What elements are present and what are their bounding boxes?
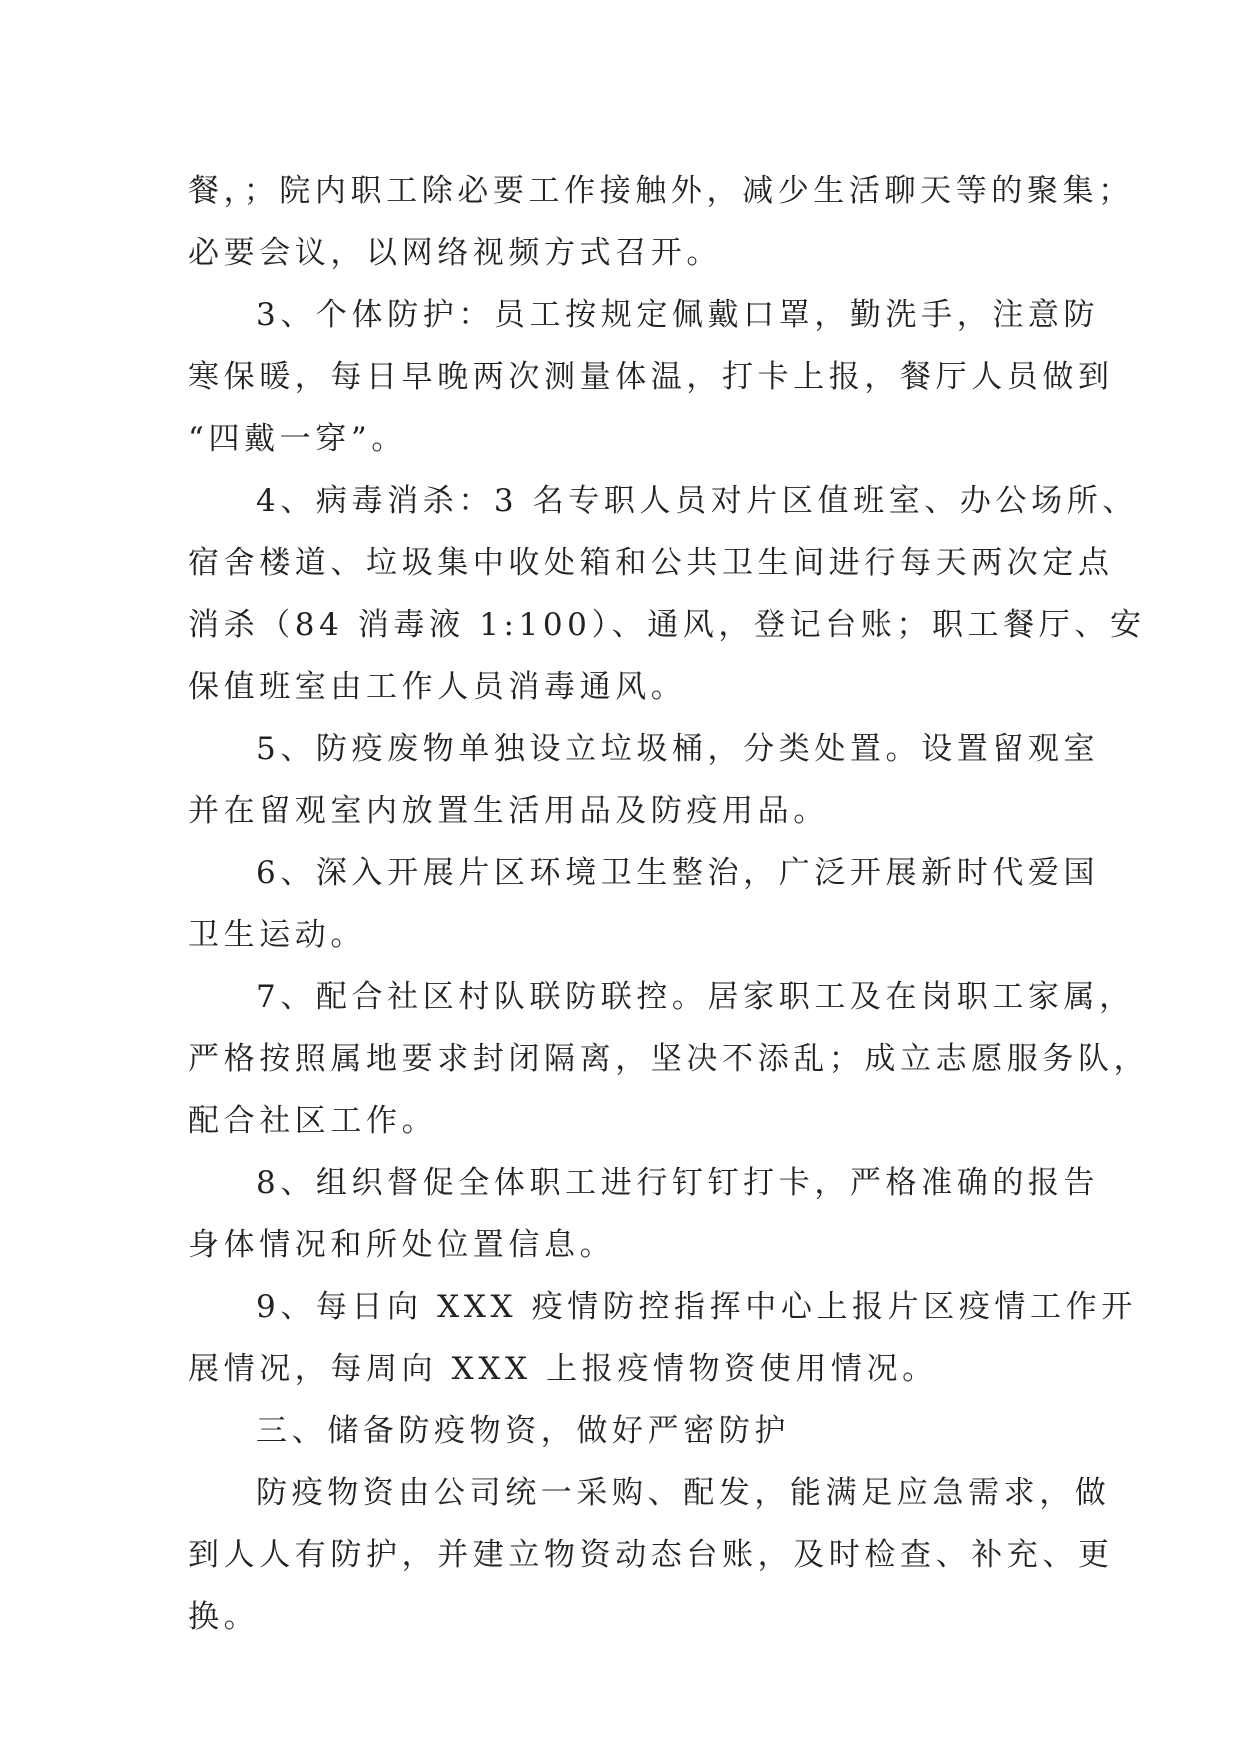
document-line: 餐，；院内职工除必要工作接触外，减少生活聊天等的聚集； <box>188 173 1134 209</box>
document-line: 三、储备防疫物资，做好严密防护 <box>256 1413 790 1449</box>
document-line: 展情况，每周向 XXX 上报疫情物资使用情况。 <box>188 1351 938 1387</box>
document-line: 到人人有防护，并建立物资动态台账，及时检查、补充、更 <box>188 1537 1114 1573</box>
document-line: 3、个体防护：员工按规定佩戴口罩，勤洗手，注意防 <box>256 297 1100 333</box>
document-line: 消杀（84 消毒液 1:100）、通风，登记台账；职工餐厅、安 <box>188 607 1146 643</box>
document-line: 并在留观室内放置生活用品及防疫用品。 <box>188 793 829 829</box>
document-line: 寒保暖，每日早晚两次测量体温，打卡上报，餐厅人员做到 <box>188 359 1114 395</box>
document-line: 9、每日向 XXX 疫情防控指挥中心上报片区疫情工作开 <box>256 1289 1137 1325</box>
document-line: 必要会议，以网络视频方式召开。 <box>188 235 722 271</box>
document-line: 防疫物资由公司统一采购、配发，能满足应急需求，做 <box>256 1475 1111 1511</box>
document-line: 配合社区工作。 <box>188 1103 438 1139</box>
document-line: 宿舍楼道、垃圾集中收处箱和公共卫生间进行每天两次定点 <box>188 545 1114 581</box>
document-line: 5、防疫废物单独设立垃圾桶，分类处置。设置留观室 <box>256 731 1100 767</box>
document-line: 6、深入开展片区环境卫生整治，广泛开展新时代爱国 <box>256 855 1100 891</box>
document-line: 卫生运动。 <box>188 917 366 953</box>
document-line: 8、组织督促全体职工进行钉钉打卡，严格准确的报告 <box>256 1165 1100 1201</box>
document-line: 4、病毒消杀：3 名专职人员对片区值班室、办公场所、 <box>256 483 1138 519</box>
document-line: 7、配合社区村队联防联控。居家职工及在岗职工家属， <box>256 979 1135 1015</box>
document-line: 身体情况和所处位置信息。 <box>188 1227 616 1263</box>
document-line: 严格按照属地要求封闭隔离，坚决不添乱；成立志愿服务队， <box>188 1041 1150 1077</box>
document-body <box>188 160 1150 1648</box>
document-line: 保值班室由工作人员消毒通风。 <box>188 669 687 705</box>
document-line: 换。 <box>188 1599 260 1635</box>
document-line: “四戴一穿”。 <box>188 421 407 457</box>
